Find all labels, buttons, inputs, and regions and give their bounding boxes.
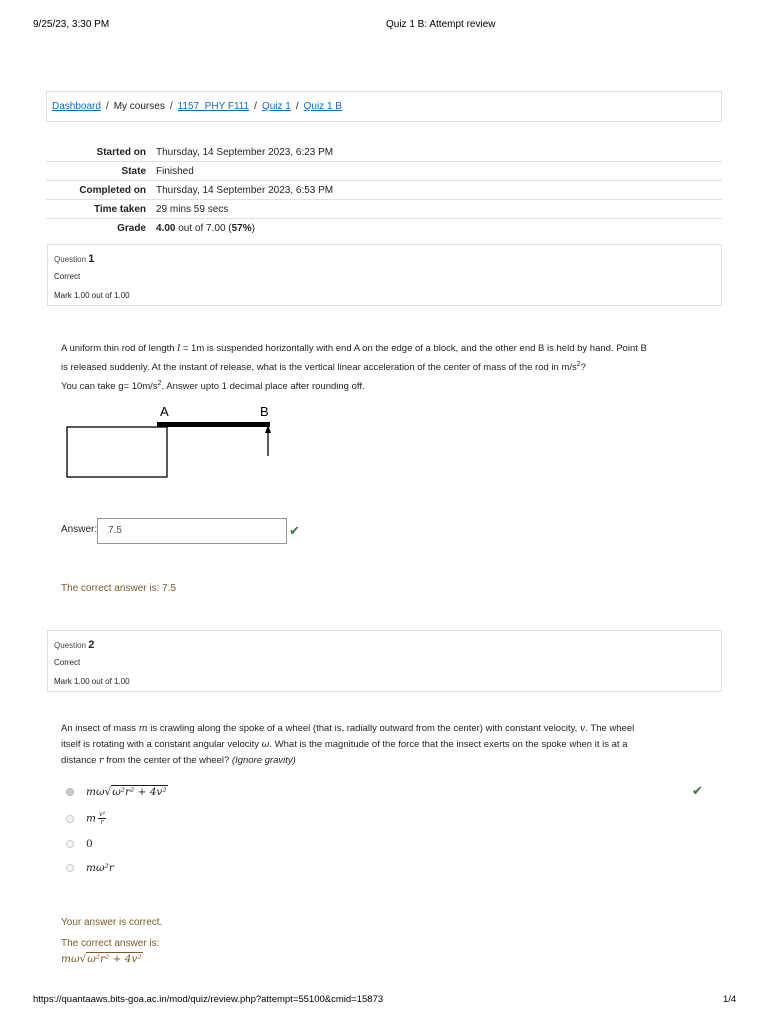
question-2-text: An insect of mass m is crawling along the spoke of a wheel (that is, radially outward from the center) with constant velocity, v. The wheel itself is rotating with a constant angular velocity ω. What is the magnitude of the force that the insect exerts on the spoke when it is at a distance r from the center of the wheel? (Ignore gravity) <box>61 723 635 766</box>
option-4-radio[interactable] <box>66 864 74 872</box>
option-4[interactable] <box>66 862 114 874</box>
label-a: A <box>160 404 169 419</box>
correct-check-icon: ✔ <box>692 783 703 798</box>
question-1-text: A uniform thin rod of length l = 1m is suspended horizontally with end A on the edge of a block, and the other end B is held by hand. Point B is released suddenly. At the instant of release, what is the vertical linear acceleration of the center of mass of the rod in $m/s^2$? You can take $g= 10m/s^2$. Answer upto 1 decimal place after rounding off. <box>61 343 647 393</box>
print-footer-url: https://quantaaws.bits-goa.ac.in/mod/quiz/review.php?attempt=55100&cmid=15873 <box>33 994 384 1005</box>
question-2-correct-answer-label: The correct answer is: <box>61 938 160 949</box>
option-2-formula: m $\frac{\text{v²}}{r}$ <box>86 810 106 826</box>
started-on-label: Started on <box>46 143 156 162</box>
print-title: Quiz 1 B: Attempt review <box>386 19 496 30</box>
answer-label: Answer: <box>61 524 98 535</box>
started-on-value: Thursday, 14 September 2023, 6:23 PM <box>156 143 722 162</box>
attempt-summary-table <box>46 143 722 237</box>
print-datetime: 9/25/23, 3:30 PM <box>33 19 110 30</box>
rod-block-diagram <box>60 398 290 484</box>
breadcrumb-course-link[interactable]: 1157_PHY F111 <box>177 101 250 112</box>
time-taken-value: 29 mins 59 secs <box>156 200 722 219</box>
label-b: B <box>260 404 269 419</box>
option-3[interactable] <box>66 838 93 850</box>
block-shape <box>67 427 167 477</box>
question-1-mark: Mark 1.00 out of 1.00 <box>54 291 130 300</box>
breadcrumb-my-courses[interactable]: My courses <box>113 101 165 112</box>
question-2-status: Correct <box>54 658 81 667</box>
grade-value: 4.00 out of 7.00 (57%) <box>156 222 255 234</box>
question-2-feedback: Your answer is correct. <box>61 917 163 928</box>
summary-row-completed <box>46 181 722 200</box>
option-1-formula: mω√ω²r² + 4v² <box>86 786 167 798</box>
print-footer-page: 1/4 <box>723 994 737 1005</box>
question-1-number: Question 1 <box>54 253 95 265</box>
summary-row-grade <box>46 219 722 238</box>
rod-shape <box>157 422 270 427</box>
summary-row-time <box>46 200 722 219</box>
option-3-radio[interactable] <box>66 840 74 848</box>
question-2-number: Question 2 <box>54 639 95 651</box>
question-1-info <box>47 244 722 306</box>
grade-label: Grade <box>117 222 146 234</box>
time-taken-label: Time taken <box>46 200 156 219</box>
option-1[interactable] <box>66 786 168 798</box>
breadcrumb-quiz-link[interactable]: Quiz 1 <box>261 101 291 112</box>
summary-row-state <box>46 162 722 181</box>
breadcrumb-separator: / <box>169 101 173 112</box>
summary-row-started <box>46 143 722 162</box>
option-3-formula: 0 <box>86 838 93 850</box>
breadcrumb-separator: / <box>254 101 257 112</box>
question-1-status: Correct <box>54 272 81 281</box>
completed-on-label: Completed on <box>46 181 156 200</box>
breadcrumb-separator: / <box>105 101 109 112</box>
state-value: Finished <box>156 162 722 181</box>
breadcrumb-dashboard-link[interactable]: Dashboard <box>52 101 101 112</box>
state-label: State <box>46 162 156 181</box>
question-1-correct-answer: The correct answer is: 7.5 <box>61 583 177 594</box>
option-1-radio[interactable] <box>66 788 74 796</box>
correct-check-icon: ✔ <box>289 523 300 538</box>
question-2-correct-answer-formula: mω√ω²r² + 4v² <box>61 953 142 965</box>
option-4-formula: mω²r <box>86 862 114 874</box>
answer-input[interactable]: 7.5 <box>97 518 287 544</box>
breadcrumb <box>46 91 722 122</box>
question-2-mark: Mark 1.00 out of 1.00 <box>54 677 130 686</box>
breadcrumb-separator: / <box>295 101 299 112</box>
completed-on-value: Thursday, 14 September 2023, 6:53 PM <box>156 181 722 200</box>
option-2-radio[interactable] <box>66 815 74 823</box>
question-2-info <box>47 630 722 692</box>
option-2[interactable] <box>66 811 106 826</box>
breadcrumb-quiz-b-link[interactable]: Quiz 1 B <box>303 101 342 112</box>
